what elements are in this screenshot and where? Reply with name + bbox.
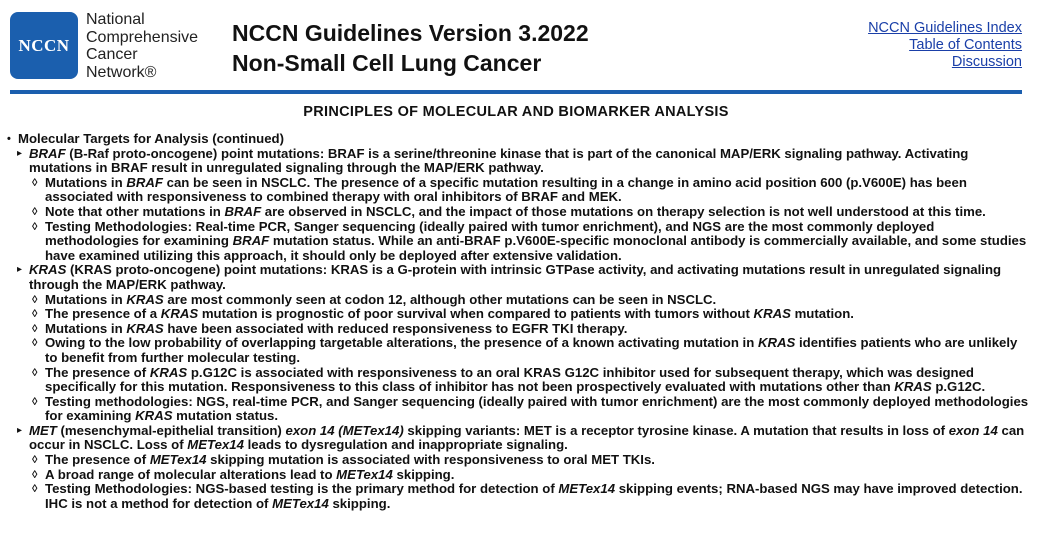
org-name-line: Network® [86, 63, 157, 81]
organization-name [86, 11, 198, 81]
section-heading: PRINCIPLES OF MOLECULAR AND BIOMARKER ANALYSIS [303, 104, 729, 120]
outline-item [7, 482, 1029, 511]
gene-name-text: KRAS [29, 262, 67, 278]
guideline-nav-links [868, 20, 1022, 71]
diamond-outline-icon: ◊ [32, 395, 38, 408]
outline-item [7, 263, 1029, 292]
item-text: skipping. [392, 466, 455, 482]
triangle-right-icon: ▸ [17, 264, 23, 276]
item-text: have been associated with reduced responsiveness to EGFR TKI therapy. [163, 320, 628, 336]
gene-name-text: KRAS [126, 291, 164, 307]
gene-name-text: exon 14 (METex14) [285, 422, 404, 438]
item-text: mutation is prognostic of poor survival when compared to patients with tumors without [198, 306, 754, 322]
outline-item [7, 336, 1029, 365]
gene-name-text: BRAF [126, 174, 163, 190]
triangle-right-icon: ▸ [17, 147, 23, 159]
item-text: (KRAS proto-oncogene) point mutations: KRAS is a G-protein with intrinsic GTPase activity, and activating mutations result in unregulated signaling through the MAP/ERK pathway. [29, 262, 1002, 292]
guideline-version-title: NCCN Guidelines Version 3.2022 [232, 20, 589, 46]
outline-item [7, 205, 1029, 220]
diamond-outline-icon: ◊ [32, 454, 38, 467]
table-of-contents-link[interactable]: Table of Contents [909, 37, 1022, 53]
gene-name-text: BRAF [224, 203, 262, 219]
outline-item [7, 468, 1029, 483]
item-text: The presence of a [45, 306, 161, 322]
outline-item [7, 147, 1029, 176]
outline-item [7, 322, 1029, 337]
diamond-outline-icon: ◊ [32, 176, 38, 189]
outline-item [7, 366, 1029, 395]
item-text: The presence of [45, 364, 150, 380]
item-text: (mesenchymal-epithelial transition) [56, 422, 286, 438]
gene-name-text: KRAS [126, 320, 164, 336]
gene-name-text: KRAS [149, 364, 188, 380]
gene-name-text: KRAS [160, 306, 199, 322]
gene-name-text: KRAS [753, 306, 791, 322]
item-text: p.G12C is associated with responsiveness to an oral KRAS G12C inhibitor used for subsequent therapy, which was designed specifically for this mutation. Responsiveness to this class of inhibitor has not been prospectively evaluated with mutations other than [45, 364, 974, 395]
org-name-line: Comprehensive [86, 28, 199, 46]
outline-item [7, 176, 1029, 205]
diamond-outline-icon: ◊ [32, 468, 38, 481]
diamond-outline-icon: ◊ [32, 220, 38, 233]
item-text: can be seen in NSCLC. The presence of a specific mutation resulting in a change in amino acid position 600 (p.V600E) has been associated with responsiveness to combined therapy with oral inhibitors of BRAF and MEK. [45, 174, 967, 205]
item-text: Testing Methodologies: NGS-based testing is the primary method for detection of [45, 481, 559, 497]
item-text: skipping events; RNA-based NGS may have improved detection. IHC is not a method for detection of [45, 481, 1023, 511]
gene-name-text: BRAF [29, 145, 66, 161]
outline-item [7, 307, 1029, 322]
item-text: The presence of [45, 452, 150, 468]
diamond-outline-icon: ◊ [32, 205, 38, 218]
bullet-icon: • [7, 133, 11, 145]
diamond-outline-icon: ◊ [32, 308, 38, 321]
item-text: mutation. [790, 306, 854, 322]
item-text: Testing Methodologies: Real-time PCR, Sanger sequencing (ideally paired with tumor enrichment), and NGS are the most commonly deployed methodologies for examining [45, 218, 935, 249]
document-title [232, 18, 589, 78]
gene-name-text: METex14 [558, 481, 616, 497]
item-text: Owing to the low probability of overlapping targetable alterations, the presence of a known activating mutation in [45, 335, 758, 351]
item-text: A broad range of molecular alterations lead to [45, 466, 337, 482]
content-body [7, 132, 1029, 511]
item-text: mutation status. While an anti-BRAF p.V600E-specific monoclonal antibody is commercially available, and some studies have examined utilizing this approach, it should only be deployed after extensive validation. [45, 233, 1027, 263]
item-text: Mutations in [45, 174, 127, 190]
nccn-logo [10, 12, 78, 79]
header-divider [10, 90, 1022, 94]
outline-item [7, 453, 1029, 468]
item-text: are most commonly seen at codon 12, although other mutations can be seen in NSCLC. [163, 291, 717, 307]
item-text: skipping variants: MET is a receptor tyrosine kinase. A mutation that results in loss of [403, 422, 949, 438]
item-text: skipping mutation is associated with responsiveness to oral MET TKIs. [206, 452, 655, 468]
diamond-outline-icon: ◊ [32, 293, 38, 306]
item-text: can occur in NSCLC. Loss of [29, 422, 1025, 453]
item-text: p.G12C. [931, 379, 986, 395]
item-text: leads to dysregulation and inappropriate signaling. [243, 437, 568, 453]
gene-name-text: exon 14 [948, 422, 998, 438]
item-text: identifies patients who are unlikely to benefit from further molecular testing. [45, 335, 1018, 365]
gene-name-text: KRAS [894, 379, 932, 395]
item-text: Molecular Targets for Analysis (continued) [18, 131, 284, 146]
outline-item [7, 395, 1029, 424]
item-text: Mutations in [45, 291, 127, 307]
diamond-outline-icon: ◊ [32, 366, 38, 379]
diamond-outline-icon: ◊ [32, 483, 38, 496]
item-text: are observed in NSCLC, and the impact of those mutations on therapy selection is not well understood at this time. [261, 203, 986, 219]
gene-name-text: METex14 [187, 437, 244, 453]
item-text: mutation status. [172, 408, 279, 424]
diamond-outline-icon: ◊ [32, 322, 38, 335]
gene-name-text: METex14 [336, 466, 393, 482]
gene-name-text: MET [29, 422, 57, 438]
gene-name-text: BRAF [232, 233, 270, 249]
outline-item [7, 424, 1029, 453]
discussion-link[interactable]: Discussion [951, 54, 1022, 70]
item-text: (B-Raf proto-oncogene) point mutations: BRAF is a serine/threonine kinase that is part of the canonical MAP/ERK signaling pathway. Activating mutations in BRAF result in unregulated signaling through the MAP/ERK pathway. [29, 145, 969, 176]
logo-text: NCCN [18, 35, 70, 55]
gene-name-text: KRAS [135, 408, 173, 424]
triangle-right-icon: ▸ [17, 424, 23, 436]
diamond-outline-icon: ◊ [32, 337, 38, 350]
item-text: skipping. [328, 495, 391, 511]
outline-item [7, 293, 1029, 308]
gene-name-text: METex14 [272, 495, 329, 511]
org-name-line: National [86, 11, 145, 28]
item-text: Testing methodologies: NGS, real-time PCR, and Sanger sequencing (ideally paired with tumor enrichment) are the most commonly deployed methodologies for examining [45, 393, 1029, 424]
gene-name-text: KRAS [757, 335, 796, 351]
item-text: Mutations in [45, 320, 127, 336]
outline-item [7, 220, 1029, 264]
org-name-line: Cancer [86, 46, 138, 63]
guidelines-index-link[interactable]: NCCN Guidelines Index [868, 20, 1022, 36]
gene-name-text: METex14 [149, 452, 207, 468]
outline-item [7, 132, 1029, 147]
cancer-type-title: Non-Small Cell Lung Cancer [232, 50, 542, 76]
item-text: Note that other mutations in [45, 203, 225, 219]
